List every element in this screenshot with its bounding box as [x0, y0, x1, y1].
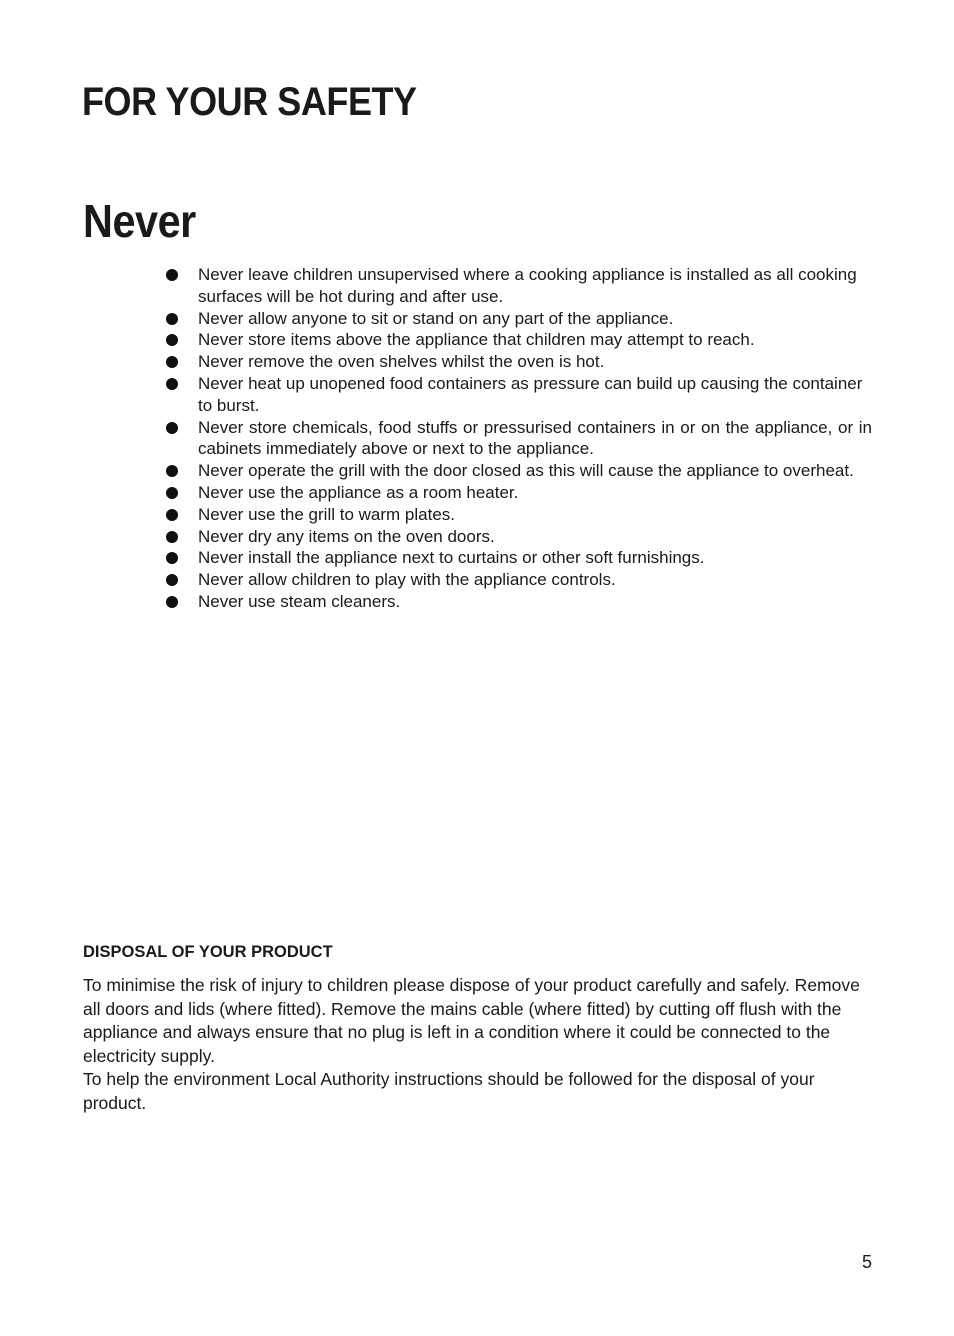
never-item-text: Never store items above the appliance that children may attempt to reach.: [198, 330, 755, 350]
bullet-icon: [166, 334, 178, 346]
bullet-icon: [166, 596, 178, 608]
disposal-body: [83, 974, 873, 1115]
bullet-icon: [166, 574, 178, 586]
never-list-item: [164, 373, 872, 417]
never-list-item: [164, 591, 872, 613]
never-list-item: [164, 569, 872, 591]
never-item-text: Never store chemicals, food stuffs or pressurised containers in or on the appliance, or in cabinets immediately above or next to the appliance.: [198, 417, 872, 459]
never-list-item: [164, 460, 872, 482]
never-item-text: Never use the appliance as a room heater.: [198, 482, 519, 502]
disposal-heading: DISPOSAL OF YOUR PRODUCT: [83, 943, 333, 961]
never-list-item: [164, 417, 872, 461]
disposal-paragraph: To minimise the risk of injury to children please dispose of your product carefully and safely. Remove all doors and lids (where fitted). Remove the mains cable (where fitted) by cutting off flush with the appliance and always ensure that no plug is left in a condition where it could be connected to the electricity supply.: [83, 975, 860, 1066]
bullet-icon: [166, 531, 178, 543]
bullet-icon: [166, 487, 178, 499]
never-item-text: Never allow children to play with the appliance controls.: [198, 570, 616, 590]
bullet-icon: [166, 509, 178, 521]
never-item-text: Never leave children unsupervised where a cooking appliance is installed as all cooking surfaces will be hot during and after use.: [198, 265, 857, 306]
never-list: [164, 264, 872, 613]
never-item-text: Never use steam cleaners.: [198, 591, 401, 611]
never-list-item: [164, 329, 872, 351]
never-item-text: Never remove the oven shelves whilst the oven is hot.: [198, 352, 605, 372]
never-list-item: [164, 308, 872, 330]
never-item-text: Never use the grill to warm plates.: [198, 504, 455, 524]
never-item-text: Never dry any items on the oven doors.: [198, 526, 495, 546]
disposal-paragraph: To help the environment Local Authority instructions should be followed for the disposal of your product.: [83, 1069, 815, 1113]
never-list-item: [164, 547, 872, 569]
bullet-icon: [166, 422, 178, 434]
bullet-icon: [166, 269, 178, 281]
never-heading: Never: [83, 195, 196, 247]
bullet-icon: [166, 465, 178, 477]
never-list-item: [164, 351, 872, 373]
page-number: 5: [861, 1252, 872, 1272]
bullet-icon: [166, 378, 178, 390]
never-item-text: Never allow anyone to sit or stand on any part of the appliance.: [198, 308, 674, 328]
never-item-text: Never heat up unopened food containers as pressure can build up causing the container to burst.: [198, 373, 863, 415]
never-item-text: Never operate the grill with the door closed as this will cause the appliance to overheat.: [198, 461, 854, 481]
never-list-item: [164, 264, 872, 308]
never-list-item: [164, 482, 872, 504]
never-list-item: [164, 526, 872, 548]
bullet-icon: [166, 552, 178, 564]
bullet-icon: [166, 356, 178, 368]
never-list-item: [164, 504, 872, 526]
bullet-icon: [166, 313, 178, 325]
page-title: FOR YOUR SAFETY: [82, 80, 417, 124]
never-item-text: Never install the appliance next to curtains or other soft furnishings.: [198, 548, 705, 568]
